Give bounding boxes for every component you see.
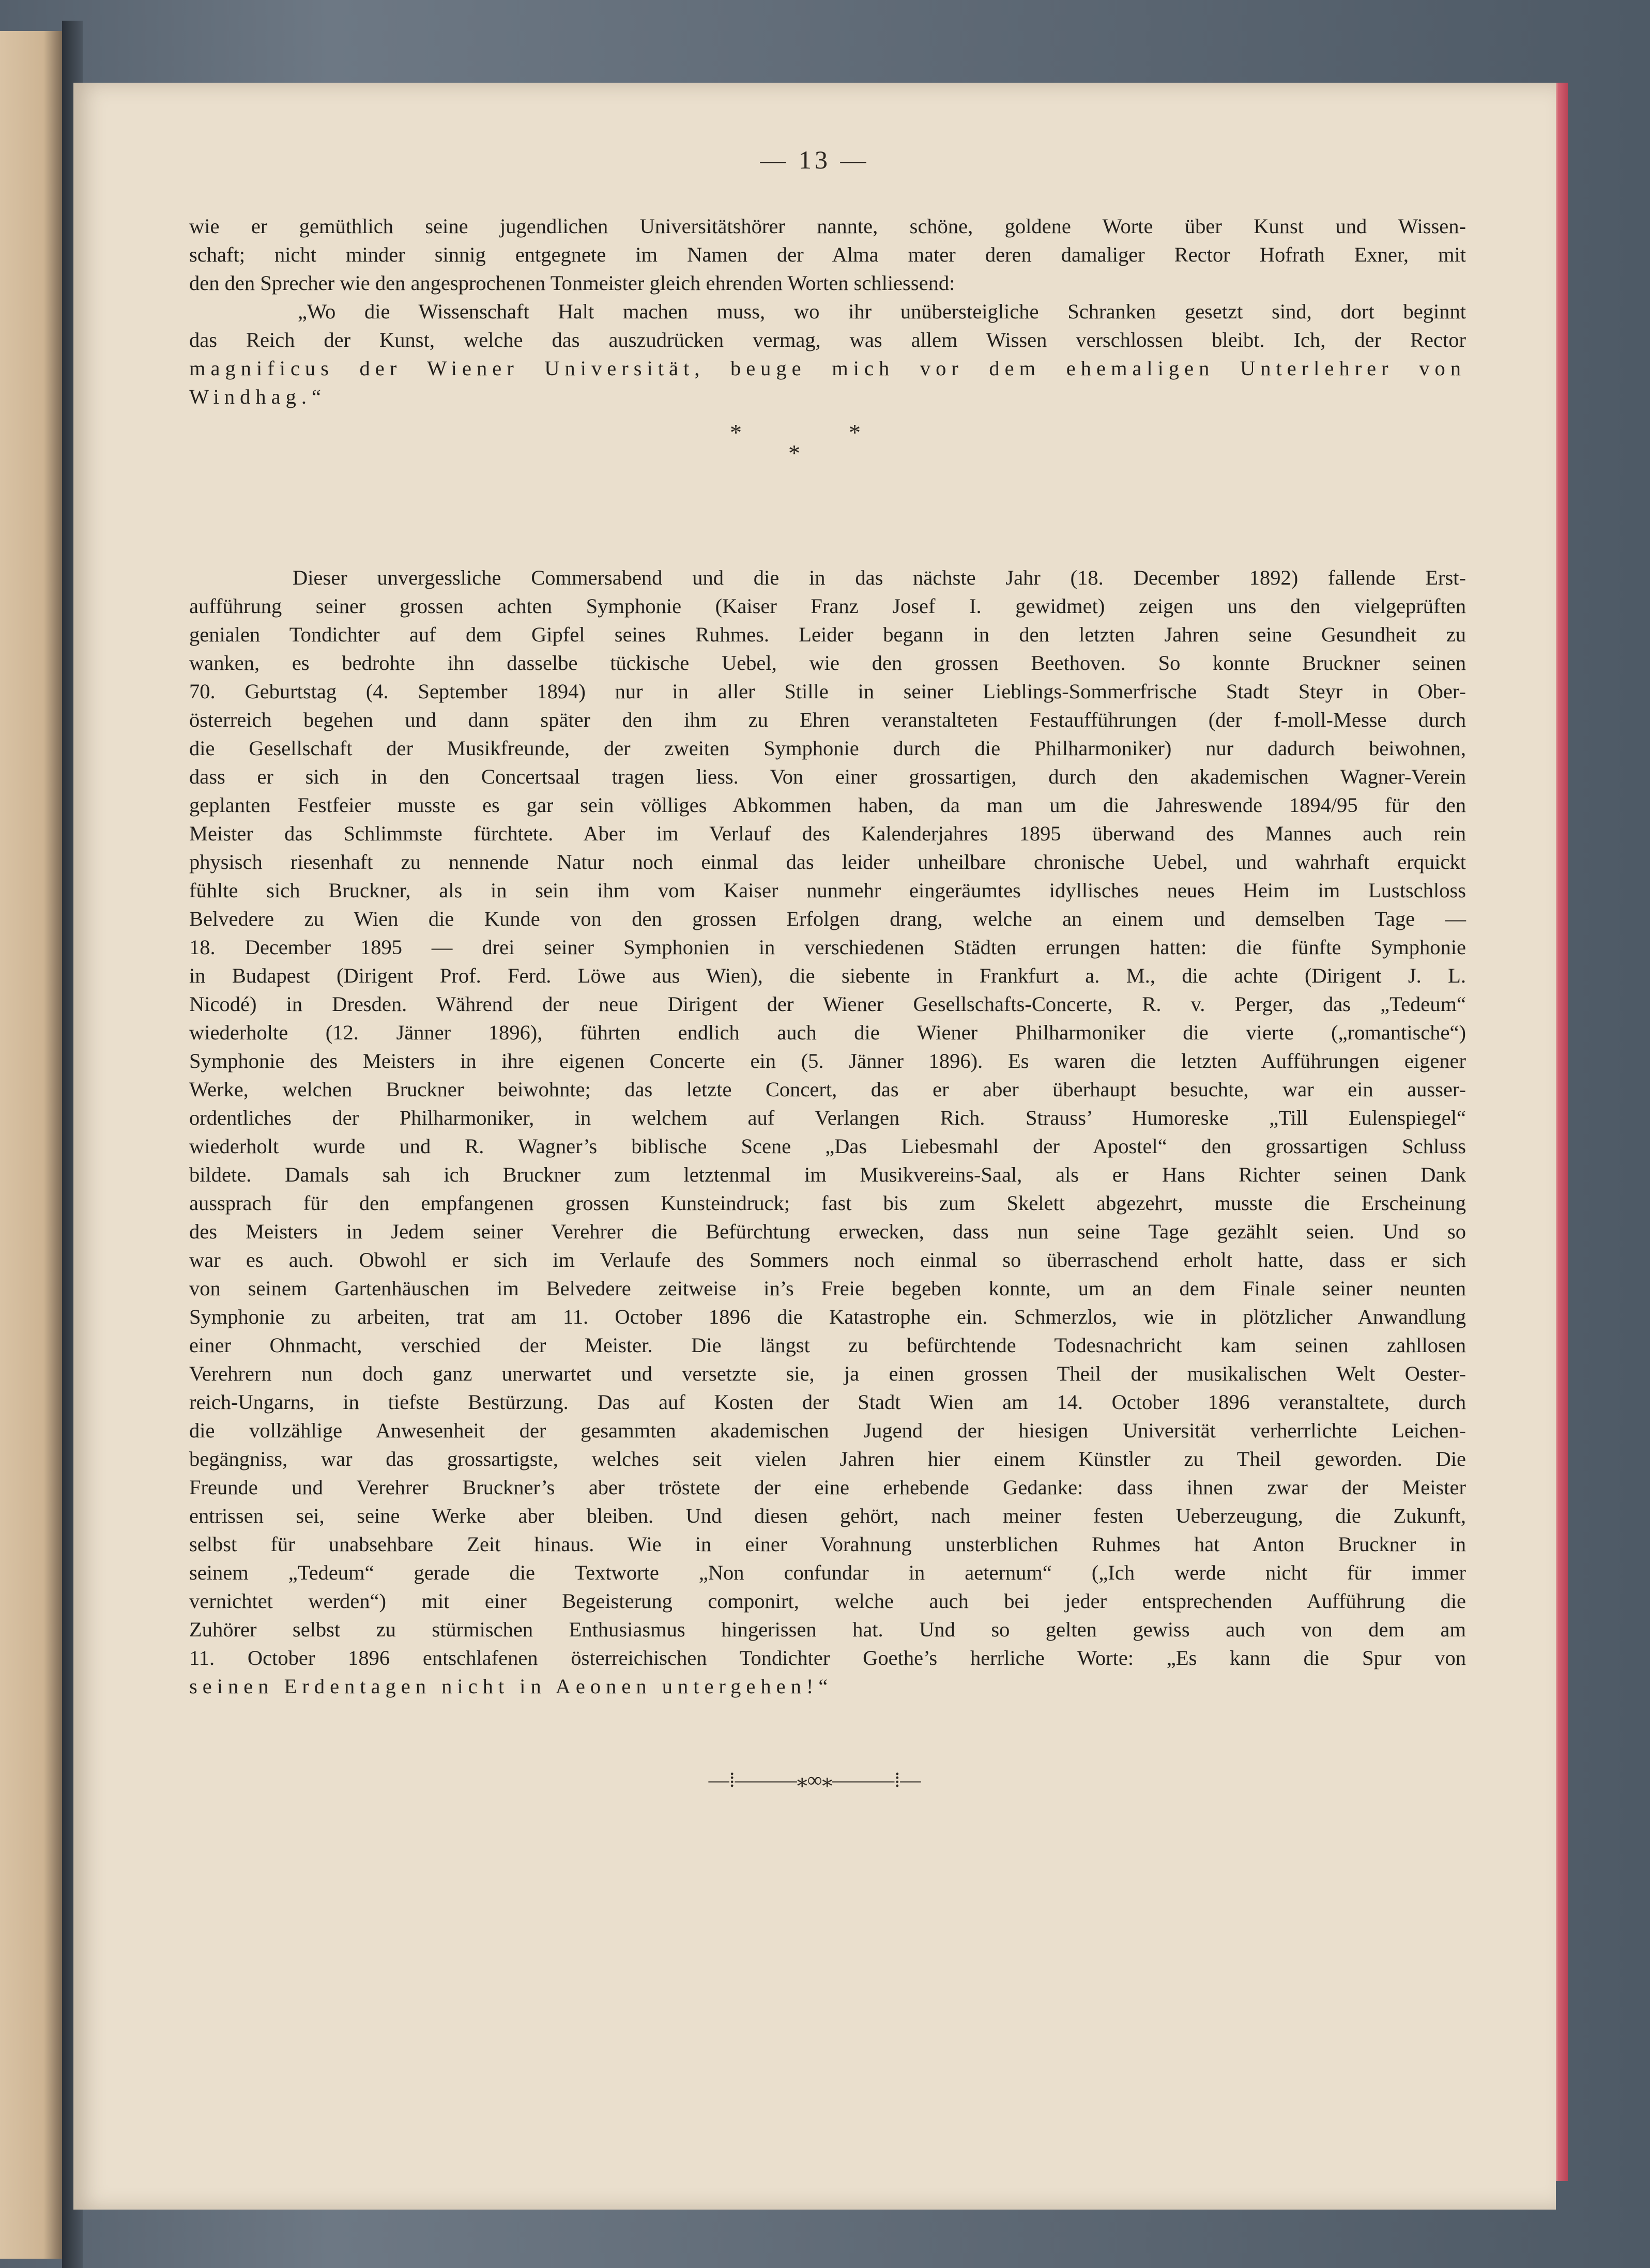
text-line: österreich begehen und dann später den ihm zu Ehren veranstalteten Festaufführungen (der f-moll-Messe durch: [189, 708, 1466, 731]
text-line: von seinem Gartenhäuschen im Belvedere zeitweise in’s Freie begeben konnte, um an dem Finale seiner neunten: [189, 1277, 1466, 1300]
text-line: Windhag.“: [189, 385, 326, 408]
section-break-asterisks: [73, 419, 1556, 481]
text-line: wiederholt wurde und R. Wagner’s biblische Scene „Das Liebesmahl der Apostel“ den grossartigen Schluss: [189, 1135, 1466, 1158]
text-line: Verehrern nun doch ganz unerwartet und versetzte sie, ja einen grossen Theil der musikalischen Welt Oester-: [189, 1362, 1466, 1385]
book-page: [73, 83, 1556, 2210]
text-line: fühlte sich Bruckner, als in sein ihm vom Kaiser nunmehr eingeräumtes idyllisches neues Heim im Lustschloss: [189, 879, 1466, 902]
text-line: selbst für unabsehbare Zeit hinaus. Wie in einer Vorahnung unsterblichen Ruhmes hat Anton Bruckner in: [189, 1533, 1466, 1556]
text-line: Belvedere zu Wien die Kunde von den grossen Erfolgen drang, welche an einem und demselben Tage —: [189, 907, 1466, 930]
text-line: Symphonie des Meisters in ihre eigenen Concerte ein (5. Jänner 1896). Es waren die letzten Aufführungen eigener: [189, 1049, 1466, 1072]
text-line: schaft; nicht minder sinnig entgegnete im Namen der Alma mater deren damaliger Rector Hofrath Exner, mit: [189, 243, 1466, 266]
asterisk: *: [849, 419, 861, 446]
text-line: 70. Geburtstag (4. September 1894) nur in aller Stille in seiner Lieblings-Sommerfrische Stadt Steyr in Ober-: [189, 680, 1466, 703]
text-line: wiederholte (12. Jänner 1896), führten endlich auch die Wiener Philharmoniker die vierte („romantische“): [189, 1021, 1466, 1044]
text-line: physisch riesenhaft zu nennende Natur noch einmal das leider unheilbare chronische Uebel, und wahrhaft erquickt: [189, 850, 1466, 874]
text-line: bildete. Damals sah ich Bruckner zum letztenmal im Musikvereins-Saal, als er Hans Richter seinen Dank: [189, 1163, 1466, 1186]
text-line: Zuhörer selbst zu stürmischen Enthusiasmus hingerissen hat. Und so gelten gewiss auch von dem am: [189, 1618, 1466, 1641]
text-line: 18. December 1895 — drei seiner Symphonien in verschiedenen Städten errungen hatten: die fünfte Symphonie: [189, 936, 1466, 959]
page-number: — 13 —: [760, 145, 869, 174]
end-ornament: —⁞———⁎⁠∞⁠⁎———⁞—: [708, 1768, 921, 1791]
text-line: aussprach für den empfangenen grossen Kunsteindruck; fast bis zum Skelett abgezehrt, musste die Erscheinung: [189, 1191, 1466, 1215]
text-line: reich-Ungarns, in tiefste Bestürzung. Das auf Kosten der Stadt Wien am 14. October 1896 veranstaltete, durch: [189, 1390, 1466, 1414]
text-line: das Reich der Kunst, welche das auszudrücken vermag, was allem Wissen verschlossen bleibt. Ich, der Rector: [189, 328, 1466, 351]
previous-page-edge: [0, 31, 62, 2259]
text-line: 11. October 1896 entschlafenen österreichischen Tondichter Goethe’s herrliche Worte: „Es kann die Spur von: [189, 1646, 1466, 1669]
text-line: dass er sich in den Concertsaal tragen liess. Von einer grossartigen, durch den akademischen Wagner-Verein: [189, 765, 1466, 788]
text-line: die vollzählige Anwesenheit der gesammten akademischen Jugend der hiesigen Universität verherrlichte Leichen-: [189, 1419, 1466, 1442]
text-line: ordentliches der Philharmoniker, in welchem auf Verlangen Rich. Strauss’ Humoreske „Till Eulenspiegel“: [189, 1106, 1466, 1129]
text-line: Werke, welchen Bruckner beiwohnte; das letzte Concert, das er aber überhaupt besuchte, war ein ausser-: [189, 1078, 1466, 1101]
text-line: den den Sprecher wie den angesprochenen Tonmeister gleich ehrenden Worten schliessend:: [189, 271, 955, 295]
paragraph-main: [189, 563, 1466, 1700]
text-line: aufführung seiner grossen achten Symphonie (Kaiser Franz Josef I. gewidmet) zeigen uns den vielgeprüften: [189, 594, 1466, 618]
asterisk: *: [730, 419, 742, 446]
text-line: des Meisters in Jedem seiner Verehrer die Befürchtung erwecken, dass nun seine Tage gezählt seien. Und so: [189, 1220, 1466, 1243]
text-line: „Wo die Wissenschaft Halt machen muss, wo ihr unübersteigliche Schranken gesetzt sind, dort beginnt: [298, 300, 1466, 323]
text-line: Symphonie zu arbeiten, trat am 11. October 1896 die Katastrophe ein. Schmerzlos, wie in plötzlicher Anwandlung: [189, 1305, 1466, 1328]
asterisk: *: [788, 440, 800, 466]
text-line: wanken, es bedrohte ihn dasselbe tückische Uebel, wie den grossen Beethoven. So konnte Bruckner seinen: [189, 651, 1466, 675]
text-line: einer Ohnmacht, verschied der Meister. Die längst zu befürchtende Todesnachricht kam seinen zahllosen: [189, 1334, 1466, 1357]
text-line: Nicodé) in Dresden. Während der neue Dirigent der Wiener Gesellschafts-Concerte, R. v. Perger, das „Tedeum“: [189, 992, 1466, 1016]
text-line: genialen Tondichter auf dem Gipfel seines Ruhmes. Leider begann in den letzten Jahren seine Gesundheit zu: [189, 623, 1466, 646]
text-line: Dieser unvergessliche Commersabend und die in das nächste Jahr (18. December 1892) fallende Erst-: [293, 566, 1466, 589]
text-line: begängniss, war das grossartigste, welches seit vielen Jahren hier einem Künstler zu Theil geworden. Die: [189, 1447, 1466, 1470]
text-line: geplanten Festfeier musste es gar sein völliges Abkommen haben, da man um die Jahreswende 1894/95 für den: [189, 793, 1466, 817]
paragraph-quote-end: [189, 212, 1466, 411]
text-line: magnificus der Wiener Universität, beuge mich vor dem ehemaligen Unterlehrer von: [189, 357, 1466, 380]
text-line: seinem „Tedeum“ gerade die Textworte „Non confundar in aeternum“ („Ich werde nicht für immer: [189, 1561, 1466, 1584]
text-line: seinen Erdentagen nicht in Aeonen untergehen!“: [189, 1675, 833, 1698]
text-line: war es auch. Obwohl er sich im Verlaufe des Sommers noch einmal so überraschend erholt hatte, dass er sich: [189, 1248, 1466, 1271]
text-line: Meister das Schlimmste fürchtete. Aber im Verlauf des Kalenderjahres 1895 überwand des Mannes auch rein: [189, 822, 1466, 845]
text-line: Freunde und Verehrer Bruckner’s aber tröstete der eine erhebende Gedanke: dass ihnen zwar der Meister: [189, 1476, 1466, 1499]
text-line: die Gesellschaft der Musikfreunde, der zweiten Symphonie durch die Philharmoniker) nur dadurch beiwohnen,: [189, 737, 1466, 760]
text-line: wie er gemüthlich seine jugendlichen Universitätshörer nannte, schöne, goldene Worte über Kunst und Wissen-: [189, 214, 1466, 238]
text-line: in Budapest (Dirigent Prof. Ferd. Löwe aus Wien), die siebente in Frankfurt a. M., die achte (Dirigent J. L.: [189, 964, 1466, 987]
text-line: entrissen sei, seine Werke aber bleiben. Und diesen gehört, nach meiner festen Ueberzeugung, die Zukunft,: [189, 1504, 1466, 1527]
text-line: vernichtet werden“) mit einer Begeisterung componirt, welche auch bei jeder entsprechenden Aufführung die: [189, 1589, 1466, 1613]
